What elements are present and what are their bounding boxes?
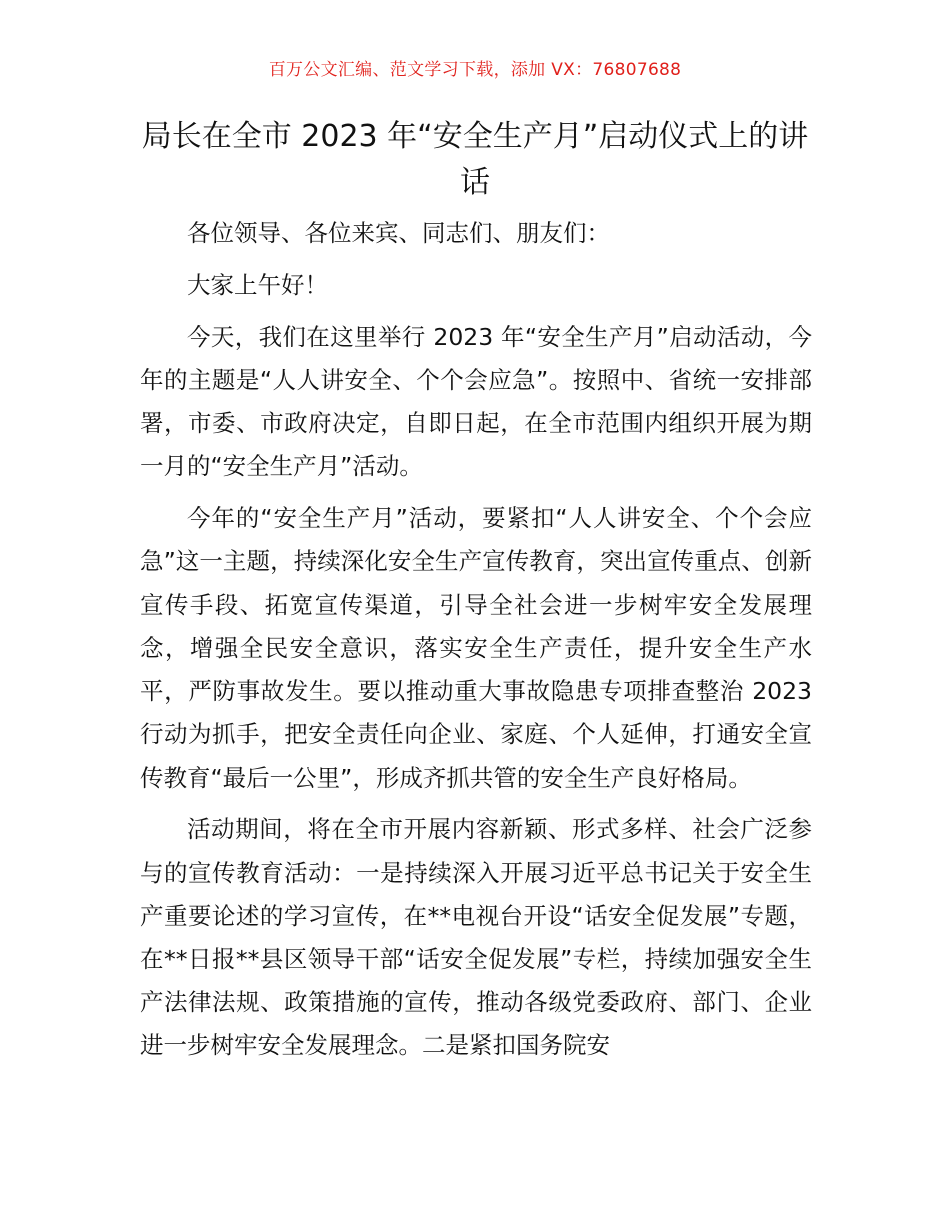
greeting: 大家上午好！ bbox=[187, 270, 328, 299]
body-paragraph: 活动期间，将在全市开展内容新颖、形式多样、社会广泛参与的宣传教育活动：一是持续深入开展习近平总书记关于安全生产重要论述的学习宣传，在**电视台开设“话安全促发展”专题，在**日报**县区领导干部“话安全促发展”专栏，持续加强安全生产法律法规、政策措施的宣传，推动各级党委政府、部门、企业进一步树牢安全发展理念。二是紧扣国务院安 bbox=[140, 815, 812, 1060]
promo-banner: 百万公文汇编、范文学习下载，添加 VX：76807688 bbox=[268, 60, 682, 80]
body-paragraph: 今天，我们在这里举行 2023 年“安全生产月”启动活动，今年的主题是“人人讲安全、个个会应急”。按照中、省统一安排部署，市委、市政府决定，自即日起，在全市范围内组织开展为期一月的“安全生产月”活动。 bbox=[140, 322, 812, 481]
document-body bbox=[140, 212, 812, 1076]
salutation: 各位领导、各位来宾、同志们、朋友们： bbox=[187, 219, 610, 247]
body-paragraph: 今年的“安全生产月”活动，要紧扣“人人讲安全、个个会应急”这一主题，持续深化安全生产宣传教育，突出宣传重点、创新宣传手段、拓宽宣传渠道，引导全社会进一步树牢安全发展理念，增强全民安全意识，落实安全生产责任，提升安全生产水平，严防事故发生。要以推动重大事故隐患专项排查整治 2023 行动为抓手，把安全责任向企业、家庭、个人延伸，打通安全宣传教育“最后一公里”，形成齐抓共管的安全生产良好格局。 bbox=[140, 504, 812, 792]
document-title: 局长在全市 2023 年“安全生产月”启动仪式上的讲话 bbox=[141, 119, 809, 200]
